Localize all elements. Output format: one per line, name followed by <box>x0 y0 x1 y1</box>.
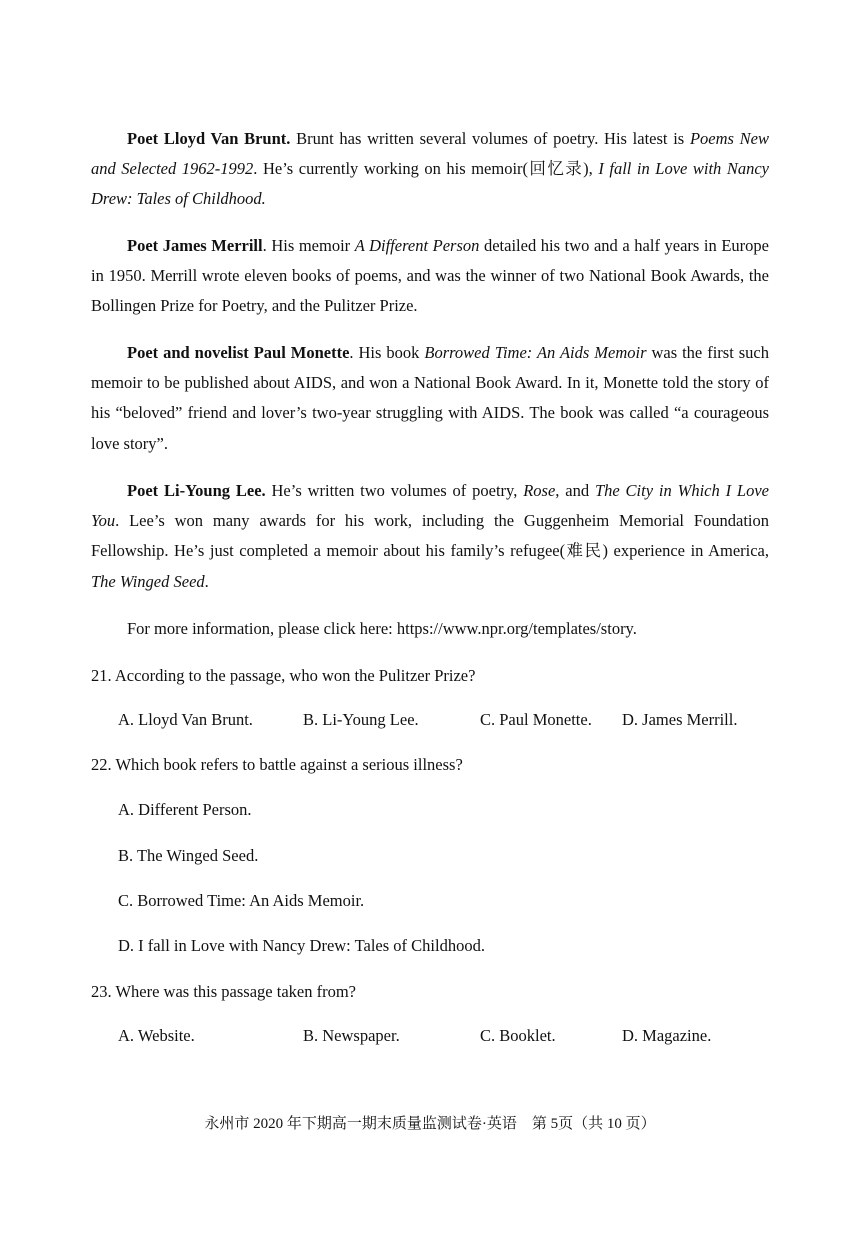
poet-name: Poet and novelist Paul Monette <box>127 343 350 362</box>
poet-name: Poet Li-Young Lee. <box>127 481 266 500</box>
question-21-option-d: D. James Merrill. <box>622 710 738 729</box>
book-title: Rose <box>523 481 556 500</box>
page-footer: 永州市 2020 年下期高一期末质量监测试卷·英语 第 5页（共 10 页） <box>204 1116 656 1132</box>
passage-paragraph-lee: Poet Li-Young Lee. He’s written two volumes of poetry, Rose, and The City in Which I Love You. Lee’s won many awards for his work, including the Guggenheim Memorial Foundation Fellowship. He’s just completed a memoir about his family’s refugee(难民) experience in America, The Winged Seed. <box>91 481 769 591</box>
book-title: The Winged Seed <box>91 571 205 591</box>
book-title: Borrowed Time: An Aids Memoir <box>424 343 647 362</box>
question-22-option-c: C. Borrowed Time: An Aids Memoir. <box>118 891 365 910</box>
question-23-stem: 23. Where was this passage taken from? <box>91 982 356 1001</box>
passage-paragraph-monette: Poet and novelist Paul Monette. His book Borrowed Time: An Aids Memoir was the first such memoir to be published about AIDS, and won a National Book Award. In it, Monette told the story of his “beloved” friend and lover’s two-year struggling with AIDS. The book was called “a courageous love story”. <box>91 343 769 453</box>
passage-more-info: For more information, please click here: https://www.npr.org/templates/story. <box>127 619 637 638</box>
question-23-option-c: C. Booklet. <box>480 1026 556 1045</box>
poet-name: Poet James Merrill <box>127 236 263 255</box>
book-title: I fall in Love with Nancy Drew: Tales of Childhood. <box>91 159 770 209</box>
question-23-option-b: B. Newspaper. <box>303 1026 400 1045</box>
question-22-option-a: A. Different Person. <box>118 800 252 819</box>
passage-paragraph-merrill: Poet James Merrill. His memoir A Different Person detailed his two and a half years in Europe in 1950. Merrill wrote eleven books of poems, and was the winner of two National Book Awards, the Bollingen Prize for Poetry, and the Pulitzer Prize. <box>91 236 769 316</box>
question-22-stem: 22. Which book refers to battle against a serious illness? <box>91 755 463 774</box>
question-21-option-a: A. Lloyd Van Brunt. <box>118 710 253 729</box>
poet-name: Poet Lloyd Van Brunt. <box>127 129 291 148</box>
question-23-option-a: A. Website. <box>118 1026 195 1045</box>
book-title: A Different Person <box>354 236 480 255</box>
question-23-option-d: D. Magazine. <box>622 1026 712 1045</box>
book-title: The City in Which I Love You <box>91 481 769 531</box>
question-22-option-b: B. The Winged Seed. <box>118 846 259 865</box>
question-21-option-c: C. Paul Monette. <box>480 710 592 729</box>
question-21-option-b: B. Li-Young Lee. <box>303 710 419 729</box>
question-22-option-d: D. I fall in Love with Nancy Drew: Tales of Childhood. <box>118 936 485 955</box>
question-21-stem: 21. According to the passage, who won the Pulitzer Prize? <box>91 666 476 685</box>
book-title: Poems New and Selected 1962-1992 <box>91 129 769 179</box>
passage-paragraph-brunt: Poet Lloyd Van Brunt. Brunt has written several volumes of poetry. His latest is Poems New and Selected 1962-1992. He’s currently working on his memoir(回忆录), I fall in Love with Nancy Drew: Tales of Childhood. <box>91 129 770 209</box>
